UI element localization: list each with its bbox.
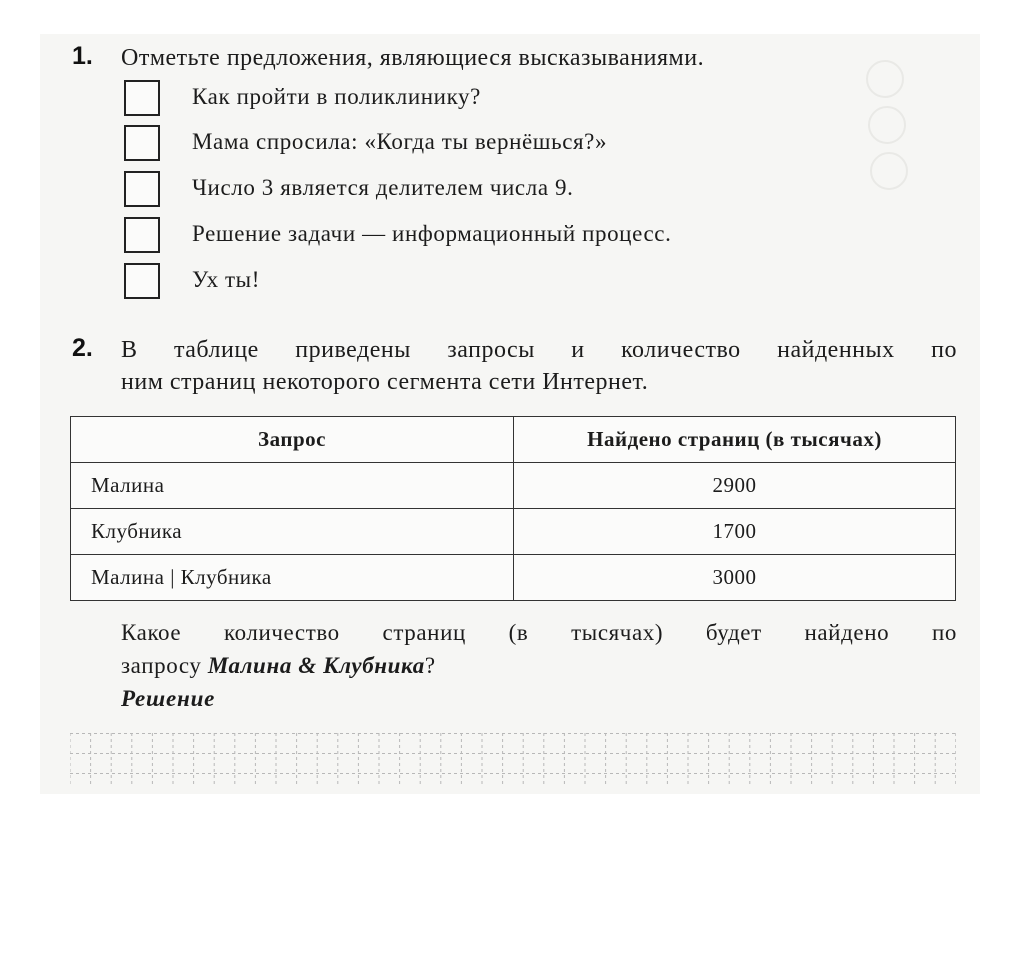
solution-label: Решение bbox=[121, 686, 216, 711]
option-5 bbox=[124, 263, 904, 303]
option-4 bbox=[124, 217, 904, 257]
task-2-intro-line2: ним страниц некоторого сегмента сети Интернет. bbox=[121, 369, 649, 395]
option-4-label: Решение задачи — информационный процесс. bbox=[192, 221, 672, 246]
question-word: Какое bbox=[121, 620, 182, 645]
question-word: найдено bbox=[804, 620, 890, 645]
question-word: страниц bbox=[382, 620, 466, 645]
option-4-checkbox[interactable] bbox=[124, 217, 160, 253]
intro-word: В bbox=[121, 337, 138, 363]
task-2-question bbox=[121, 616, 957, 682]
question-word: тысячах) bbox=[571, 620, 664, 645]
question-word: по bbox=[931, 620, 957, 645]
table-row bbox=[71, 463, 956, 509]
cell-pages: 3000 bbox=[514, 555, 956, 601]
header-pages-found: Найдено страниц (в тысячах) bbox=[514, 417, 956, 463]
header-query: Запрос bbox=[71, 417, 514, 463]
intro-word: запросы bbox=[447, 337, 535, 363]
cell-pages: 1700 bbox=[514, 509, 956, 555]
option-5-label: Ух ты! bbox=[192, 267, 260, 292]
question-suffix: ? bbox=[424, 653, 436, 678]
cell-query: Малина | Клубника bbox=[71, 555, 514, 601]
answer-grid[interactable] bbox=[70, 733, 956, 785]
intro-word: и bbox=[571, 337, 585, 363]
intro-word: таблице bbox=[173, 337, 259, 363]
option-2 bbox=[124, 125, 904, 165]
task-1-number: 1. bbox=[72, 42, 93, 70]
question-word: будет bbox=[705, 620, 762, 645]
question-word: количество bbox=[223, 620, 340, 645]
intro-word: по bbox=[931, 337, 957, 363]
option-2-checkbox[interactable] bbox=[124, 125, 160, 161]
task-1-prompt: Отметьте предложения, являющиеся высказываниями. bbox=[121, 45, 705, 71]
intro-word: приведены bbox=[295, 337, 411, 363]
cell-query: Клубника bbox=[71, 509, 514, 555]
cell-query: Малина bbox=[71, 463, 514, 509]
intro-word: найденных bbox=[777, 337, 895, 363]
option-3 bbox=[124, 171, 904, 211]
query-expression: Малина & Клубника bbox=[207, 653, 425, 678]
option-3-label: Число 3 является делителем числа 9. bbox=[192, 175, 574, 200]
option-5-checkbox[interactable] bbox=[124, 263, 160, 299]
task-2-question-line2 bbox=[121, 649, 957, 682]
task-2-intro bbox=[121, 334, 957, 398]
table-row bbox=[71, 509, 956, 555]
table-header-row bbox=[71, 417, 956, 463]
option-2-label: Мама спросила: «Когда ты вернёшься?» bbox=[192, 129, 608, 154]
question-prefix: запросу bbox=[121, 653, 208, 678]
question-word: (в bbox=[508, 620, 529, 645]
intro-word: количество bbox=[621, 337, 741, 363]
option-1 bbox=[124, 80, 904, 120]
option-3-checkbox[interactable] bbox=[124, 171, 160, 207]
option-1-checkbox[interactable] bbox=[124, 80, 160, 116]
task-2-question-line1 bbox=[121, 616, 957, 649]
results-table bbox=[70, 416, 956, 601]
task-2-intro-line1 bbox=[121, 334, 957, 366]
option-1-label: Как пройти в поликлинику? bbox=[192, 84, 481, 109]
cell-pages: 2900 bbox=[514, 463, 956, 509]
task-2-number: 2. bbox=[72, 334, 93, 362]
table-row bbox=[71, 555, 956, 601]
